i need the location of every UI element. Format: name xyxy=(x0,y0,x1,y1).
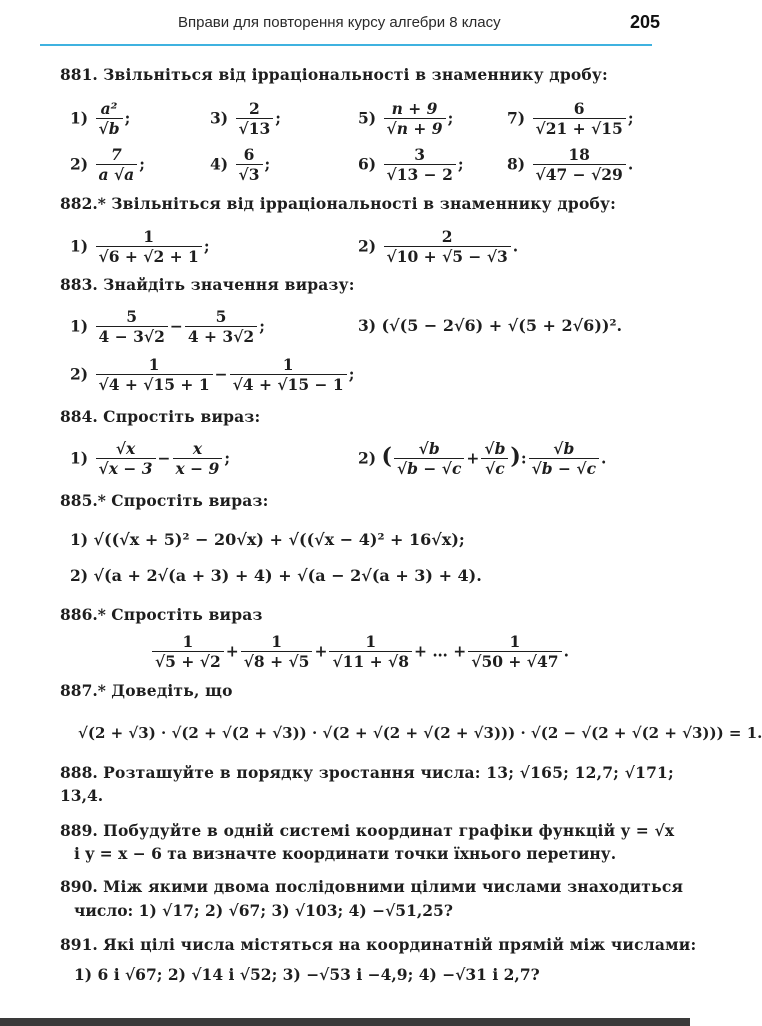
exercise-891-line2: 1) 6 і √67; 2) √14 і √52; 3) −√53 і −4,9; 4) −√31 і 2,7? xyxy=(74,965,540,984)
exercise-number: 890. xyxy=(60,877,98,896)
ex881-item-2: 2) $\frac{7}{a √a}$ ; xyxy=(70,145,145,184)
page-header xyxy=(0,0,690,46)
exercise-text: Звільніться від ірраціональності в знаменнику дробу: xyxy=(103,65,608,84)
exercise-890-line2: число: 1) √17; 2) √67; 3) √103; 4) −√51,25? xyxy=(74,901,453,920)
exercise-text: Побудуйте в одній системі координат графіки функцій y = √x xyxy=(103,821,675,840)
ex885-item-2: 2) √(a + 2√(a + 3) + 4) + √(a − 2√(a + 3) + 4). xyxy=(70,566,482,585)
ex881-item-1: 1) $\frac{\text{a²}}{√b}$ ; xyxy=(70,99,131,138)
exercise-891 xyxy=(60,934,696,956)
exercise-881-heading xyxy=(60,64,608,86)
exercise-text: Звільніться від ірраціональності в знаменнику дробу: xyxy=(111,194,617,213)
ex881-item-8: 8) $\frac{18}{√47 - √29}$ . xyxy=(507,145,634,184)
ex882-item-1: 1) $\frac{1}{√6 + √2 + 1}$ ; xyxy=(70,227,210,266)
ex881-item-5: 5) $\frac{n + 9}{√n + 9}$ ; xyxy=(358,99,454,138)
ex882-item-2: 2) $\frac{2}{√10 + √5 - √3}$ . xyxy=(358,227,519,266)
exercise-number: 885.* xyxy=(60,491,106,510)
exercise-885-heading xyxy=(60,490,269,512)
ex883-item-2: 2) $\frac{1}{√4 + √15 + 1}$ − $\frac{1}{√4 + √15 - 1}$ ; xyxy=(70,355,355,394)
ex883-item-3: 3) (√(5 − 2√6) + √(5 + 2√6))². xyxy=(358,316,623,335)
header-rule xyxy=(40,44,652,46)
exercise-text: Між якими двома послідовними цілими числами знаходиться xyxy=(103,877,684,896)
ex885-item-1: 1) √((√x + 5)² − 20√x) + √((√x − 4)² + 16√x); xyxy=(70,530,465,549)
exercise-number: 889. xyxy=(60,821,98,840)
header-title: Вправи для повторення курсу алгебри 8 класу xyxy=(178,14,501,31)
ex883-expression-3: (√(5 − 2√6) + √(5 + 2√6))². xyxy=(381,316,623,335)
exercise-text: Доведіть, що xyxy=(111,681,233,700)
exercise-889-line2: і y = x − 6 та визначте координати точки їхнього перетину. xyxy=(74,844,617,863)
exercise-888-line2: 13,4. xyxy=(60,786,104,805)
exercise-text: Розташуйте в порядку зростання числа: 13; √165; 12,7; √171; xyxy=(103,763,674,782)
exercise-number: 883. xyxy=(60,275,98,294)
exercise-number: 882.* xyxy=(60,194,106,213)
exercise-number: 891. xyxy=(60,935,98,954)
exercise-number: 888. xyxy=(60,763,98,782)
ex881-item-3: 3) $\frac{2}{√13}$ ; xyxy=(210,99,282,138)
exercise-886-heading xyxy=(60,604,263,626)
exercise-883-heading xyxy=(60,274,355,296)
exercise-884-heading xyxy=(60,406,260,428)
bottom-border xyxy=(0,1018,690,1026)
page-number: 205 xyxy=(629,12,660,32)
exercise-number: 886.* xyxy=(60,605,106,624)
exercise-text: Знайдіть значення виразу: xyxy=(103,275,355,294)
ex884-item-1: 1) $\frac{√x}{√x - 3}$ − $\frac{x}{x - 9}$ ; xyxy=(70,439,231,478)
ex881-item-7: 7) $\frac{6}{√21 + √15}$ ; xyxy=(507,99,634,138)
exercise-number: 887.* xyxy=(60,681,106,700)
ex884-item-2: 2) ( $\frac{√b}{√b - √c}$ + $\frac{√b}{√c}$ ): $\frac{√b}{√b - √c}$ . xyxy=(358,439,607,478)
exercise-888 xyxy=(60,762,674,784)
exercise-887-heading xyxy=(60,680,233,702)
ex883-item-1: 1) $\frac{5}{4 - 3√2}$ − $\frac{5}{4 + 3√2}$ ; xyxy=(70,307,265,346)
exercise-text: Спростіть вираз xyxy=(111,605,263,624)
ex886-sum: $\frac{1}{√5 + √2}$ + $\frac{1}{√8 + √5}$ + $\frac{1}{√11 + √8}$ + … + $\frac{1}{√50 + √47}$ . xyxy=(150,633,569,672)
ex887-identity: √(2 + √3) · √(2 + √(2 + √3)) · √(2 + √(2 + √(2 + √3))) · √(2 − √(2 + √(2 + √3))) = 1. xyxy=(78,724,762,742)
exercise-890 xyxy=(60,876,683,898)
exercise-number: 881. xyxy=(60,65,98,84)
ex881-item-4: 4) $\frac{6}{√3}$ ; xyxy=(210,145,271,184)
exercise-text: Спростіть вираз: xyxy=(103,407,261,426)
exercise-number: 884. xyxy=(60,407,98,426)
exercise-882-heading xyxy=(60,193,616,215)
ex885-expression-2: √(a + 2√(a + 3) + 4) + √(a − 2√(a + 3) + 4). xyxy=(93,566,482,585)
exercise-text: Які цілі числа містяться на координатній прямій між числами: xyxy=(103,935,697,954)
exercise-889 xyxy=(60,820,674,842)
exercise-text: Спростіть вираз: xyxy=(111,491,269,510)
ex885-expression-1: √((√x + 5)² − 20√x) + √((√x − 4)² + 16√x); xyxy=(93,530,465,549)
ex881-item-6: 6) $\frac{3}{√13 - 2}$ ; xyxy=(358,145,464,184)
